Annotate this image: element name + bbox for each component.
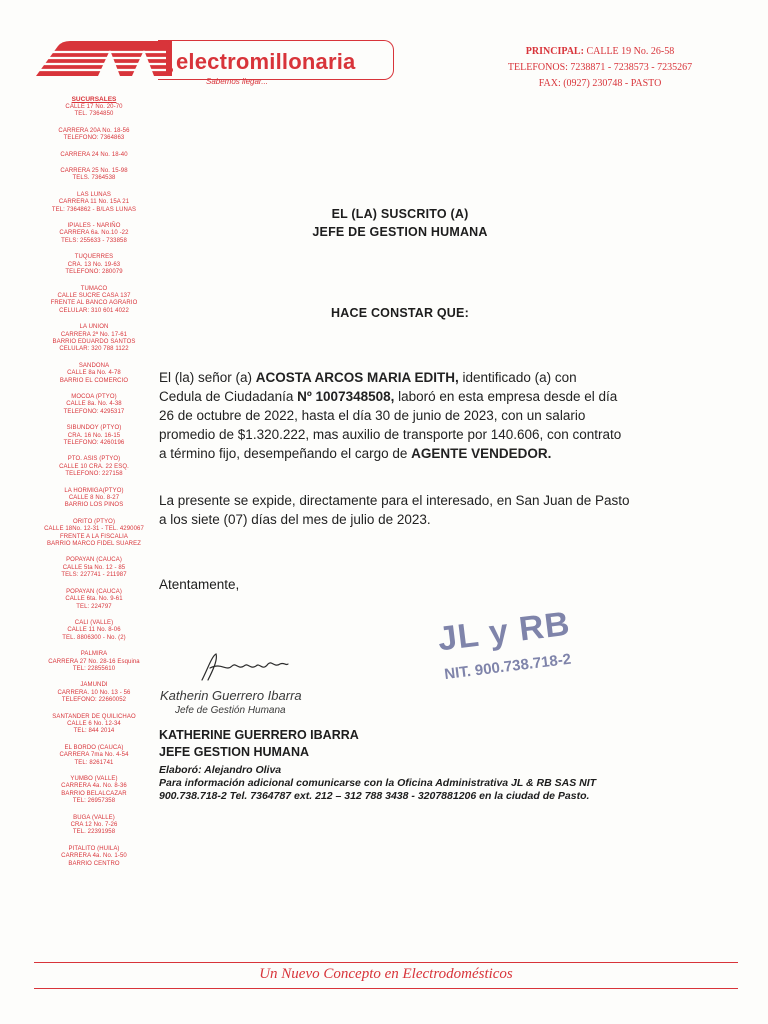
branch-entry bbox=[28, 682, 160, 704]
branch-line: BARRIO CENTRO bbox=[68, 860, 120, 867]
stamp-nit: NIT. 900.738.718-2 bbox=[443, 650, 573, 684]
branch-entry bbox=[28, 714, 160, 736]
branch-line: YUMBO (VALLE) bbox=[70, 776, 118, 782]
branch-line: ORITO (PTYO) bbox=[72, 518, 116, 525]
branch-entry bbox=[28, 651, 160, 673]
branch-line: CRA 12 No. 7-26 bbox=[70, 822, 118, 829]
branch-line: CARRERA 27 No. 28-16 Esquina bbox=[48, 658, 140, 665]
branch-line: TEL: 7364862 - B/LAS LUNAS bbox=[51, 206, 137, 213]
branch-line: CARRERA 11 No. 15A 21 bbox=[58, 199, 130, 206]
document-title-line-1: EL (LA) SUSCRITO (A) bbox=[331, 207, 469, 221]
branch-entry bbox=[28, 152, 160, 159]
logo-tagline: Sabemos llegar... bbox=[206, 77, 268, 86]
document-title-line-2: JEFE DE GESTION HUMANA bbox=[312, 225, 488, 239]
branch-line: TELEFONO: 4260196 bbox=[63, 440, 125, 446]
logo-dot bbox=[167, 67, 173, 73]
branch-list bbox=[28, 104, 160, 868]
branch-line: TEL: 26957358 bbox=[72, 798, 116, 805]
certification-paragraph bbox=[159, 368, 639, 463]
footer-divider-bottom bbox=[34, 988, 738, 989]
branch-line: CARRERA 20A No. 18-56 bbox=[58, 127, 130, 134]
job-title: AGENTE VENDEDOR. bbox=[411, 446, 552, 461]
additional-info-line-2: 900.738.718-2 Tel. 7364787 ext. 212 – 312 788 3438 - 3207881206 en la ciudad de Pasto. bbox=[159, 790, 590, 802]
paragraph-line: a los siete (07) días del mes de julio de 2023. bbox=[159, 512, 431, 527]
principal-label: PRINCIPAL: bbox=[525, 46, 584, 57]
branch-line: CELULAR: 320 788 1122 bbox=[59, 346, 129, 353]
branch-entry bbox=[28, 104, 160, 119]
branch-entry bbox=[28, 192, 160, 214]
branch-line: BARRIO EDUARDO SANTOS bbox=[52, 338, 136, 345]
branch-line: PITALITO (HUILA) bbox=[68, 845, 120, 852]
paragraph-line: 26 de octubre de 2022, hasta el día 30 de junio de 2023, con un salario bbox=[159, 408, 586, 423]
branch-entry bbox=[28, 815, 160, 837]
branch-line: TEL: 22855610 bbox=[72, 665, 116, 672]
branch-entry bbox=[28, 223, 160, 245]
branch-line: LAS LUNAS bbox=[77, 191, 111, 198]
paragraph-line bbox=[159, 444, 639, 463]
branch-line: CALLE 10 CRA. 22 ESQ. bbox=[59, 463, 129, 470]
branch-line: TEL: 224797 bbox=[76, 603, 112, 610]
branch-line: TELEFONO: 7364863 bbox=[63, 135, 125, 142]
branch-entry bbox=[28, 846, 160, 868]
branch-line: PALMIRA bbox=[80, 651, 108, 658]
text-segment: Cedula de Ciudadanía bbox=[159, 389, 298, 404]
branch-entry bbox=[28, 286, 160, 316]
text-segment: laboró en esta empresa desde el día bbox=[394, 389, 618, 404]
signer-title: JEFE GESTION HUMANA bbox=[159, 745, 310, 759]
signer-name: KATHERINE GUERRERO IBARRA bbox=[159, 728, 359, 742]
branch-line: TUMACO bbox=[80, 285, 108, 292]
branch-line: CARRERA 4a. No. 1-50 bbox=[61, 853, 127, 860]
branch-entry bbox=[28, 557, 160, 579]
branch-line: TELS: 255633 - 733858 bbox=[61, 237, 127, 244]
branch-entry bbox=[28, 620, 160, 642]
employee-name: ACOSTA ARCOS MARIA EDITH, bbox=[255, 370, 459, 385]
branch-line: TELEFONO: 22660052 bbox=[61, 697, 127, 704]
branch-line: CRA. 13 No. 19-63 bbox=[67, 261, 121, 268]
header-fax: FAX: (0927) 230748 - PASTO bbox=[538, 78, 662, 89]
closing-salutation: Atentamente, bbox=[159, 577, 240, 592]
header-contact-block bbox=[470, 44, 730, 92]
branch-line: CALI (VALLE) bbox=[74, 619, 114, 626]
branch-line: TELEFONO: 280079 bbox=[65, 269, 123, 276]
principal-address: CALLE 19 No. 26-58 bbox=[586, 46, 675, 57]
company-logo bbox=[36, 40, 396, 90]
branch-line: CALLE 6 No. 12-34 bbox=[67, 720, 121, 727]
branch-line: LA HORMIGA(PTYO) bbox=[64, 487, 124, 494]
paragraph-line: La presente se expide, directamente para el interesado, en San Juan de Pasto bbox=[159, 493, 630, 508]
additional-info-line-1: Para información adicional comunicarse con la Oficina Administrativa JL & RB SAS NIT bbox=[159, 777, 597, 789]
branch-line: TUQUERRES bbox=[74, 254, 114, 261]
footer-slogan: Un Nuevo Concepto en Electrodomésticos bbox=[259, 966, 513, 982]
branch-entry bbox=[28, 776, 160, 806]
branch-line: SANDONA bbox=[78, 362, 110, 369]
branch-line: POPAYAN (CAUCA) bbox=[66, 557, 122, 564]
branch-line: TELEFONO: 227158 bbox=[65, 471, 123, 478]
paragraph-line bbox=[159, 368, 639, 387]
branch-line: BARRIO LOS PINOS bbox=[64, 502, 124, 509]
branch-line: POPAYAN (CAUCA) bbox=[66, 588, 122, 595]
branch-line: CARRERA 7ma No. 4-54 bbox=[59, 752, 129, 759]
header-principal bbox=[470, 44, 730, 60]
logo-brand-name: electromillonaria bbox=[176, 49, 356, 74]
signature-handwritten-name: Katherin Guerrero Ibarra bbox=[160, 688, 302, 703]
text-segment: identificado (a) con bbox=[458, 370, 577, 385]
branch-line: CARRERA 2ª No. 17-61 bbox=[60, 331, 128, 338]
branch-line: BARRIO MARCO FIDEL SUAREZ bbox=[47, 541, 141, 548]
branch-entry bbox=[28, 745, 160, 767]
branch-line: CARRERA 6a. No.10 -22 bbox=[59, 230, 129, 237]
certifies-heading: HACE CONSTAR QUE: bbox=[331, 306, 469, 320]
branches-title: SUCURSALES bbox=[71, 96, 117, 103]
header-phones: TELEFONOS: 7238871 - 7238573 - 7235267 bbox=[507, 62, 693, 73]
branch-line: IPIALES - NARIÑO bbox=[67, 223, 121, 230]
logo-graphic bbox=[36, 40, 172, 78]
branch-line: BARRIO EL COMERCIO bbox=[59, 377, 129, 384]
branch-line: LA UNION bbox=[79, 324, 109, 331]
branch-entry bbox=[28, 519, 160, 549]
branch-line: CELULAR: 310 601 4022 bbox=[59, 307, 129, 314]
branch-entry bbox=[28, 363, 160, 385]
branch-line: CARRERA. 10 No. 13 - 56 bbox=[57, 689, 131, 696]
branch-line: EL BORDO (CAUCA) bbox=[64, 744, 124, 751]
branch-line: CALLE 5ta No. 12 - 85 bbox=[62, 564, 126, 571]
branch-entry bbox=[28, 425, 160, 447]
text-segment: a término fijo, desempeñando el cargo de bbox=[159, 446, 412, 461]
branch-line: SANTANDER DE QUILICHAO bbox=[52, 713, 136, 720]
branch-entry bbox=[28, 324, 160, 354]
issuance-paragraph bbox=[159, 491, 639, 529]
branch-line: TEL. 22391958 bbox=[72, 829, 116, 836]
branch-line: CALLE 8 No. 8-27 bbox=[68, 495, 120, 502]
branch-entry bbox=[28, 394, 160, 416]
branch-line: TEL. 8806300 - No. (2) bbox=[62, 634, 126, 641]
branch-line: CRA. 16 No. 16-15 bbox=[67, 432, 121, 439]
branch-line: CARRERA 24 No. 18-40 bbox=[60, 151, 128, 158]
branch-entry bbox=[28, 254, 160, 276]
branch-line: MOCOA (PTYO) bbox=[71, 393, 117, 400]
paragraph-line bbox=[159, 387, 639, 406]
footer-divider-top bbox=[34, 962, 738, 963]
branch-entry bbox=[28, 456, 160, 478]
stamp-company-name: JL y RB bbox=[435, 604, 573, 659]
branch-line: FRENTE A LA FISCALIA bbox=[59, 533, 129, 540]
branch-line: CARRERA 4a. No. 8-36 bbox=[61, 783, 127, 790]
company-stamp bbox=[432, 599, 620, 700]
branch-line: FRENTE AL BANCO AGRARIO bbox=[50, 300, 138, 307]
branch-line: TELEFONO: 4295317 bbox=[63, 408, 125, 415]
branch-line: CALLE 8a No. 4-78 bbox=[67, 370, 121, 377]
id-number: Nº 1007348508, bbox=[297, 389, 395, 404]
branch-line: TEL. 7364850 bbox=[74, 111, 114, 118]
branch-line: TELS. 7364538 bbox=[72, 175, 116, 182]
branch-line: PTO. ASIS (PTYO) bbox=[67, 456, 121, 463]
branch-line: BUGA (VALLE) bbox=[73, 814, 115, 821]
branch-entry bbox=[28, 168, 160, 183]
paragraph-line: promedio de $1.320.222, mas auxilio de transporte por 140.606, con contrato bbox=[159, 427, 622, 442]
text-segment: El (la) señor (a) bbox=[159, 370, 256, 385]
prepared-by: Elaboró: Alejandro Oliva bbox=[159, 764, 282, 776]
branch-line: SIBUNDOY (PTYO) bbox=[66, 425, 122, 432]
branch-line: CALLE 17 No. 20-70 bbox=[65, 104, 123, 110]
branches-sidebar bbox=[28, 96, 160, 877]
branch-line: CALLE 8a. No. 4-38 bbox=[66, 401, 122, 408]
branch-entry bbox=[28, 589, 160, 611]
branch-line: JAMUNDI bbox=[80, 682, 108, 689]
branch-line: CALLE SUCRE CASA 137 bbox=[57, 292, 131, 299]
signature-handwritten-role: Jefe de Gestión Humana bbox=[175, 705, 286, 716]
branch-entry bbox=[28, 128, 160, 143]
branch-line: CARRERA 25 No. 15-98 bbox=[60, 168, 128, 175]
branch-line: BARRIO BELALCAZAR bbox=[61, 790, 127, 797]
branch-line: TEL: 8261741 bbox=[74, 759, 114, 766]
branch-entry bbox=[28, 488, 160, 510]
branch-line: TEL: 844 2014 bbox=[73, 728, 115, 735]
handwritten-signature bbox=[198, 650, 290, 686]
branch-line: TELS: 227741 - 211987 bbox=[61, 572, 127, 579]
branch-line: CALLE 11 No. 8-06 bbox=[67, 627, 121, 634]
branch-line: CALLE 18No. 12-31 - TEL. 4290067 bbox=[44, 526, 144, 533]
branch-line: CALLE 6ta. No. 9-61 bbox=[65, 596, 123, 603]
